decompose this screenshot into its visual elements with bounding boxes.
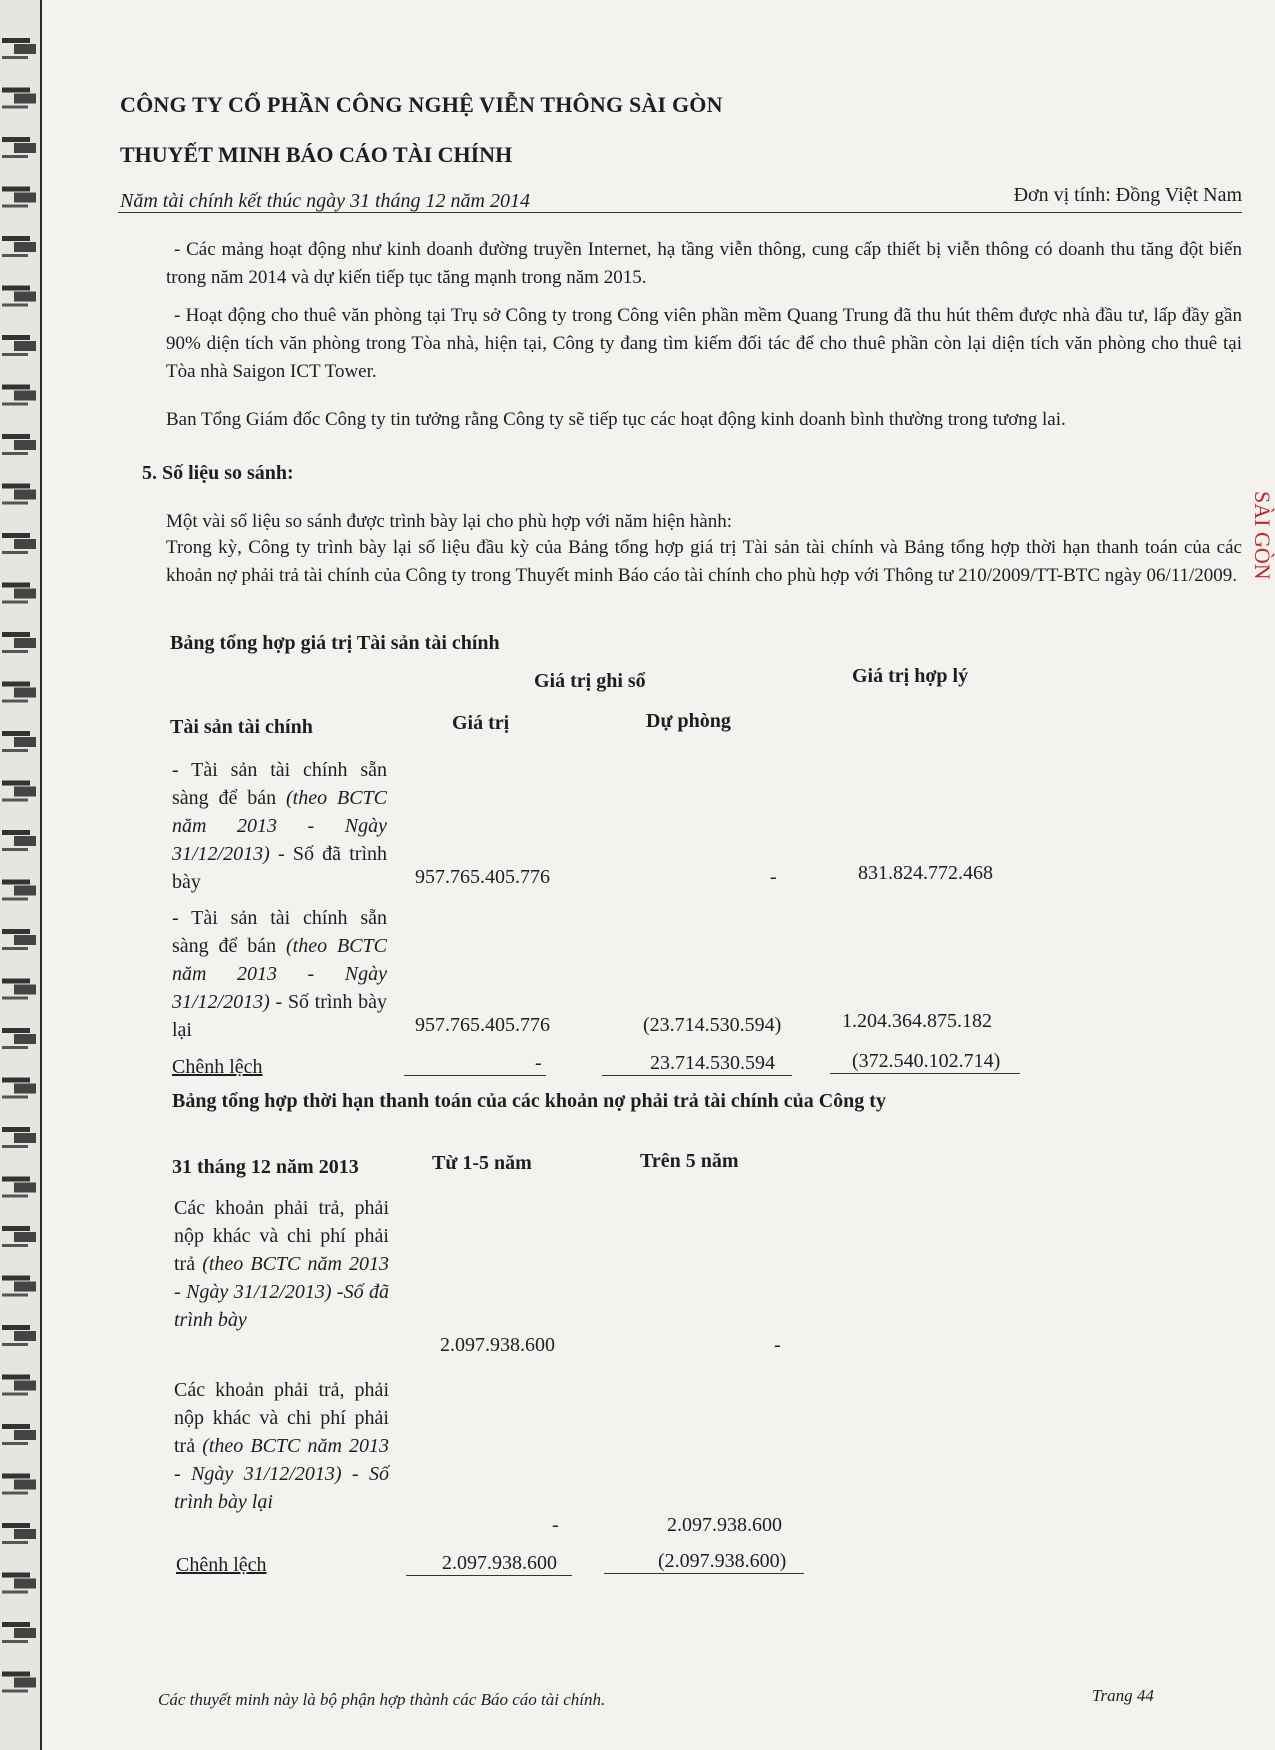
table2-row2-1-5-years: - [552,1514,559,1536]
binding-ring [2,335,36,356]
table1-row1-desc-b: (theo BCTC năm 2013 - Ngày 31/12/2013) [172,787,387,865]
table1-title: Bảng tổng hợp giá trị Tài sản tài chính [170,632,500,654]
table1-row2-desc-b: (theo BCTC năm 2013 - Ngày 31/12/2013) [172,935,387,1013]
binding-ring [2,583,36,604]
binding-ring [2,880,36,901]
table2-diff-label: Chênh lệch [176,1554,267,1576]
binding-ring [2,1226,36,1247]
binding-ring [2,1127,36,1148]
fiscal-year-line: Năm tài chính kết thúc ngày 31 tháng 12 năm 2014 [120,190,530,212]
table2-col-over-5-years: Trên 5 năm [640,1150,739,1172]
paragraph-restated-detail: Trong kỳ, Công ty trình bày lại số liệu đầu kỳ của Bảng tổng hợp giá trị Tài sản tài chính và Bảng tổng hợp thời hạn thanh toán của các khoản nợ phải trả tài chính của Công ty trong Thuyết minh Báo cáo tài chính cho phù hợp với Thông tư 210/2009/TT-BTC ngày 06/11/2009. [166,537,1242,586]
binding-ring [2,1078,36,1099]
currency-unit: Đơn vị tính: Đồng Việt Nam [1013,184,1242,206]
table2-diff-1-5-years: 2.097.938.600 [442,1552,557,1574]
document-title: THUYẾT MINH BÁO CÁO TÀI CHÍNH [120,142,513,167]
table2-row1-description [174,1194,389,1334]
table1-row1-desc-a: - Tài sản tài chính sẵn sàng để bán [172,759,387,809]
red-stamp-edge: SÀI GÒN [1250,490,1275,580]
binding-ring [2,484,36,505]
binding-ring [2,979,36,1000]
table2-row1-desc-b: (theo BCTC năm 2013 - Ngày 31/12/2013) -Số đã trình bày [174,1253,390,1331]
table2-diff-over-5-underline [604,1573,804,1574]
table1-col-provision: Dự phòng [646,710,731,732]
table1-row1-provision: - [770,866,777,888]
table1-diff-fair-underline [830,1073,1020,1074]
table1-row1-value: 957.765.405.776 [415,866,550,888]
binding-ring [2,88,36,109]
binding-ring [2,1177,36,1198]
paragraph-internet-business: - Các mảng hoạt động như kinh doanh đường truyền Internet, hạ tầng viễn thông, cung cấp thiết bị viễn thông có doanh thu tăng đột biến trong năm 2014 và dự kiến tiếp tục tăng mạnh trong năm 2015. [166,239,1242,288]
table1-row1-description [172,756,387,896]
table2-row2-over-5-years: 2.097.938.600 [667,1514,782,1536]
table2-row2-desc-a: Các khoản phải trả, phải nộp khác và chi phí phải trả [174,1379,389,1457]
page-number: Trang 44 [1092,1686,1154,1705]
table1-group-book-value: Giá trị ghi sổ [534,670,646,692]
spiral-binding [0,0,42,1750]
table1-col-value: Giá trị [452,712,510,734]
paragraph-office-rental: - Hoạt động cho thuê văn phòng tại Trụ sở Công ty trong Công viên phần mềm Quang Trung đã thu hút thêm được nhà đầu tư, lấp đầy gần 90% diện tích văn phòng trong Tòa nhà, hiện tại, Công ty đang tìm kiếm đối tác để cho thuê phần còn lại diện tích văn phòng cho thuê tại Tòa nhà Saigon ICT Tower. [166,305,1242,382]
binding-ring [2,286,36,307]
binding-ring [2,1276,36,1297]
table1-diff-provision: 23.714.530.594 [650,1052,775,1074]
table2-row2-description [174,1376,389,1516]
binding-ring [2,731,36,752]
table1-diff-fair-value: (372.540.102.714) [852,1050,1001,1072]
table2-row1-1-5-years: 2.097.938.600 [440,1334,555,1356]
table1-row1-desc-c: - Số đã trình bày [172,843,388,893]
binding-ring [2,1375,36,1396]
footer-note: Các thuyết minh này là bộ phận hợp thành các Báo cáo tài chính. [158,1690,606,1709]
paragraph-going-concern: Ban Tổng Giám đốc Công ty tin tưởng rằng Công ty sẽ tiếp tục các hoạt động kinh doanh bình thường trong tương lai. [166,409,1066,430]
binding-ring [2,1474,36,1495]
binding-ring [2,1424,36,1445]
binding-ring [2,632,36,653]
table1-row2-value: 957.765.405.776 [415,1014,550,1036]
table2-diff-1-5-underline [406,1575,572,1576]
table1-col-asset: Tài sản tài chính [170,716,313,738]
binding-ring [2,929,36,950]
binding-ring [2,830,36,851]
company-name: CÔNG TY CỔ PHẦN CÔNG NGHỆ VIỄN THÔNG SÀI GÒN [120,92,723,117]
header-rule [118,212,1242,213]
binding-ring [2,1672,36,1693]
table1-diff-provision-underline [602,1075,792,1076]
binding-ring [2,1028,36,1049]
binding-ring [2,1523,36,1544]
table2-row1-over-5-years: - [774,1334,781,1356]
binding-rings-graphic [0,0,40,1750]
binding-ring [2,236,36,257]
table1-diff-value-underline [404,1075,546,1076]
table2-title: Bảng tổng hợp thời hạn thanh toán của các khoản nợ phải trả tài chính của Công ty [172,1090,886,1112]
binding-ring [2,38,36,59]
binding-ring [2,385,36,406]
binding-ring [2,1573,36,1594]
table2-diff-over-5-years: (2.097.938.600) [658,1550,787,1572]
table1-row2-fair-value: 1.204.364.875.182 [842,1010,992,1032]
table2-col-1-5-years: Từ 1-5 năm [432,1152,532,1174]
table1-row2-desc-a: - Tài sản tài chính sẵn sàng để bán [172,907,387,957]
table2-row2-desc-b: (theo BCTC năm 2013 - Ngày 31/12/2013) - Số trình bày lại [174,1435,390,1513]
table2-col-date: 31 tháng 12 năm 2013 [172,1156,359,1178]
binding-ring [2,137,36,158]
table1-row2-desc-c: - Số trình bày lại [172,991,388,1041]
table2-row1-desc-a: Các khoản phải trả, phải nộp khác và chi phí phải trả [174,1197,389,1275]
binding-ring [2,187,36,208]
binding-ring [2,781,36,802]
binding-ring [2,1325,36,1346]
paragraph-restated-intro: Một vài số liệu so sánh được trình bày lại cho phù hợp với năm hiện hành: [166,511,733,532]
section-heading-comparatives: 5. Số liệu so sánh: [142,462,294,484]
binding-ring [2,1622,36,1643]
table1-row2-description [172,904,387,1044]
binding-ring [2,533,36,554]
table1-diff-label: Chênh lệch [172,1056,263,1078]
table1-row1-fair-value: 831.824.772.468 [858,862,993,884]
binding-ring [2,682,36,703]
table1-group-fair-value: Giá trị hợp lý [852,665,969,687]
table1-row2-provision: (23.714.530.594) [643,1014,782,1036]
binding-ring [2,434,36,455]
table1-diff-value: - [535,1052,542,1074]
